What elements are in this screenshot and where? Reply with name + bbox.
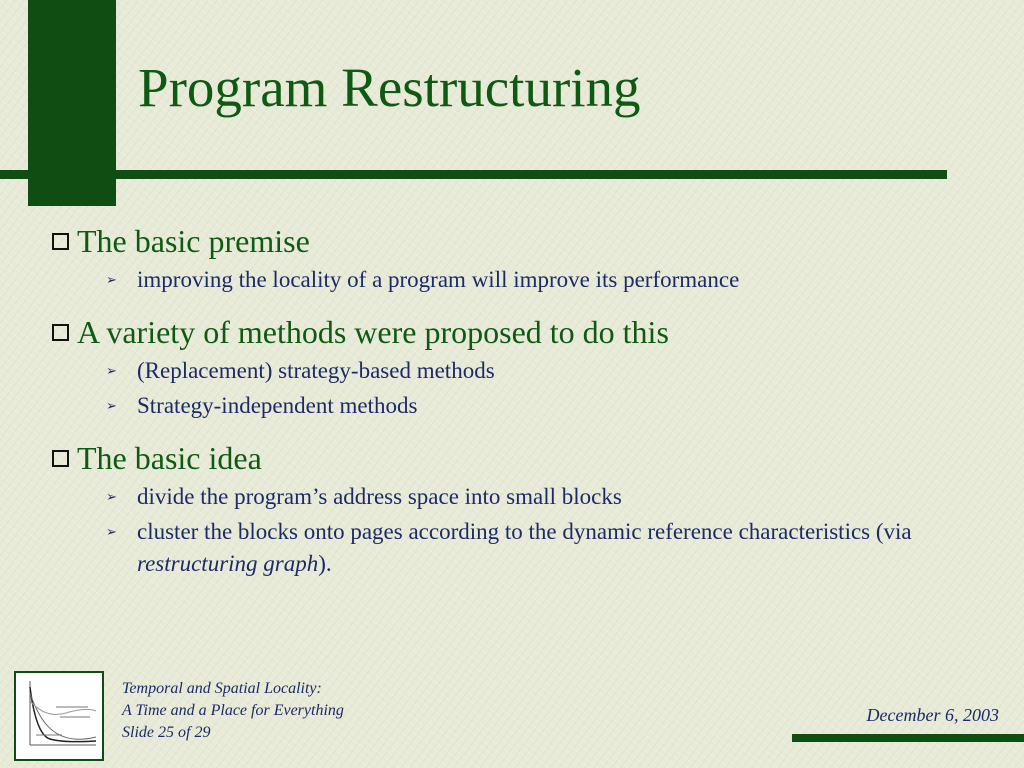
footer-thumbnail-graph — [14, 671, 104, 761]
checkbox-bullet-icon — [52, 233, 69, 250]
sub-bullet-3-2-suffix: ). — [318, 551, 332, 576]
sub-bullet-3-1-text: divide the program’s address space into small blocks — [137, 484, 622, 509]
arrow-bullet-icon: ➢ — [106, 398, 117, 413]
sub-bullet-2-1-text: (Replacement) strategy-based methods — [137, 358, 495, 383]
arrow-bullet-icon: ➢ — [106, 524, 117, 539]
checkbox-bullet-icon — [52, 450, 69, 467]
bullet-1 — [52, 222, 952, 260]
arrow-bullet-icon: ➢ — [106, 272, 117, 287]
bullet-1-text: The basic premise — [77, 223, 310, 259]
sub-bullet-3-2-emphasis: restructuring graph — [137, 551, 319, 576]
slide-body — [52, 222, 952, 580]
footer-line-2: A Time and a Place for Everything — [122, 702, 344, 719]
arrow-bullet-icon: ➢ — [106, 489, 117, 504]
sub-bullet-3-2-prefix: cluster the blocks onto pages according to the dynamic reference characteristics (via — [137, 519, 912, 544]
checkbox-bullet-icon — [52, 324, 69, 341]
decay-curve-icon — [16, 673, 102, 759]
sub-bullet-1-1 — [106, 264, 952, 299]
sub-bullet-1-1-text: improving the locality of a program will improve its performance — [137, 267, 740, 292]
footer-line-3: Slide 25 of 29 — [122, 724, 211, 741]
sub-bullet-3-2-text — [137, 516, 952, 580]
bullet-3 — [52, 439, 952, 477]
sub-bullet-2-2-text: Strategy-independent methods — [137, 393, 418, 418]
slide-title: Program Restructuring — [138, 57, 641, 118]
bullet-2-text: A variety of methods were proposed to do this — [77, 314, 669, 350]
sub-bullet-2-1 — [106, 355, 952, 390]
footer-accent-bar — [792, 734, 1024, 742]
sub-bullet-3-1 — [106, 481, 952, 516]
sub-bullet-2-2 — [106, 390, 952, 425]
bullet-2 — [52, 313, 952, 351]
accent-bar-horizontal — [0, 170, 947, 179]
footer-caption — [122, 678, 344, 744]
bullet-3-text: The basic idea — [77, 440, 262, 476]
footer-date: December 6, 2003 — [866, 705, 999, 725]
footer-line-1: Temporal and Spatial Locality: — [122, 680, 322, 697]
arrow-bullet-icon: ➢ — [106, 363, 117, 378]
sub-bullet-3-2 — [106, 516, 952, 580]
